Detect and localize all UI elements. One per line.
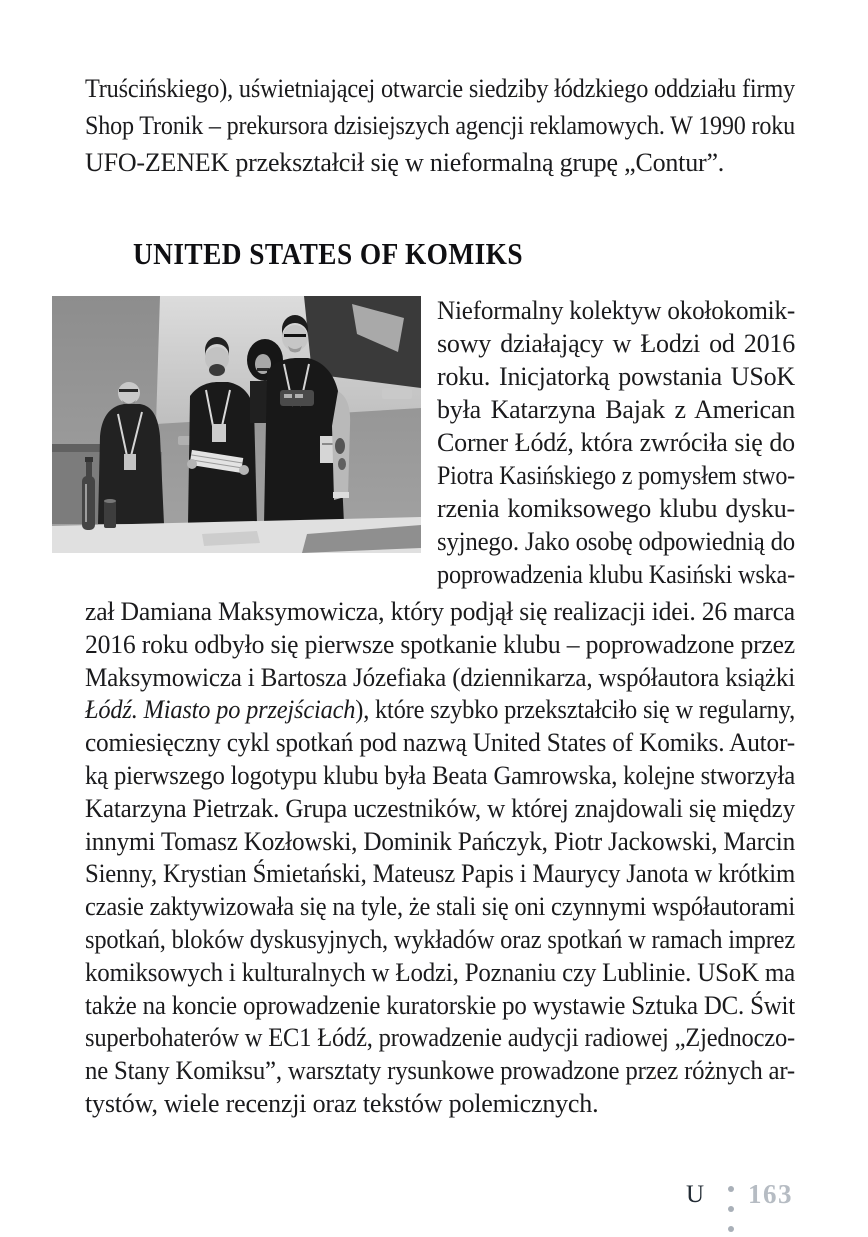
text-line: innymi Tomasz Kozłowski, Dominik Pańczyk, Piotr Jackowski, Marcin <box>85 826 795 856</box>
text-line: także na koncie oprowadzenie kuratorskie po wystawie Sztuka DC. Świt <box>85 990 795 1020</box>
text-line: comiesięczny cykl spotkań pod nazwą United States of Komiks. Autor- <box>85 728 795 758</box>
dot-icon <box>728 1186 734 1192</box>
paragraph-top <box>85 70 795 181</box>
page-number: 163 <box>748 1179 793 1209</box>
bottle <box>82 476 95 530</box>
text-line: sowy działający w Łodzi od 2016 <box>437 329 795 358</box>
photo-illustration <box>52 296 421 553</box>
text-line: Truścińskiego), uświetniającej otwarcie siedziby łódzkiego oddziału firmy <box>85 74 795 103</box>
text-line: komiksowych i kulturalnych w Łodzi, Poznaniu czy Lublinie. USoK ma <box>85 957 795 987</box>
text-line: 2016 roku odbyło się pierwsze spotkanie klubu – poprowadzone przez <box>85 629 795 659</box>
text-line: rzenia komiksowego klubu dysku- <box>437 494 795 523</box>
text-line: Katarzyna Pietrzak. Grupa uczestników, w której znajdowali się między <box>85 793 795 823</box>
paragraph-body <box>85 596 795 1121</box>
text-line: była Katarzyna Bajak z American <box>437 395 795 424</box>
can <box>104 500 116 528</box>
photo-usok-meeting <box>52 296 421 553</box>
footer-dots-ornament <box>728 1186 734 1237</box>
text-line: Nieformalny kolektyw okołokomik- <box>437 296 795 325</box>
text-line: syjnego. Jako osobę odpowiednią do <box>437 527 795 556</box>
text-line: roku. Inicjatorką powstania USoK <box>437 362 795 391</box>
text-line: zał Damiana Maksymowicza, który podjął się realizacji idei. 26 marca <box>85 597 795 626</box>
dot-icon <box>728 1226 734 1232</box>
text-line: Shop Tronik – prekursora dzisiejszych agencji reklamowych. W 1990 roku <box>85 111 795 140</box>
text-line: UFO-ZENEK przekształcił się w nieformalną grupę „Contur”. <box>85 148 725 177</box>
text-line: Maksymowicza i Bartosza Józefiaka (dziennikarza, współautora książki <box>85 662 795 692</box>
text-line: ką pierwszego logotypu klubu była Beata Gamrowska, kolejne stworzyła <box>85 760 795 790</box>
heading-line: UNITED STATES OF KOMIKS <box>133 236 523 271</box>
paragraph-column <box>437 294 795 591</box>
text-line-with-book-title: Łódź. Miasto po przejściach), które szybko przekształciło się w regularny, <box>85 695 795 725</box>
text-line: Piotra Kasińskiego z pomysłem stwo- <box>437 461 795 490</box>
text-line: poprowadzenia klubu Kasiński wska- <box>437 560 795 589</box>
book-title-italic: Łódź. Miasto po przejściach <box>85 695 356 725</box>
text-line: Corner Łódź, która zwróciła się do <box>437 428 795 457</box>
text-line: tystów, wiele recenzji oraz tekstów polemicznych. <box>85 1088 599 1118</box>
text-line: superbohaterów w EC1 Łódź, prowadzenie audycji radiowej „Zjednoczo- <box>85 1023 795 1053</box>
index-letter: U <box>686 1181 705 1208</box>
section-heading <box>133 236 523 272</box>
text-line: spotkań, bloków dyskusyjnych, wykładów oraz spotkań w ramach imprez <box>85 924 795 954</box>
text-line: ne Stany Komiksu”, warsztaty rysunkowe prowadzone przez różnych ar- <box>85 1056 795 1086</box>
dot-icon <box>728 1206 734 1212</box>
text-line: czasie zaktywizowała się na tyle, że stali się oni czynnymi współautorami <box>85 892 795 922</box>
text-line: Sienny, Krystian Śmietański, Mateusz Papis i Maurycy Janota w krótkim <box>85 859 795 889</box>
